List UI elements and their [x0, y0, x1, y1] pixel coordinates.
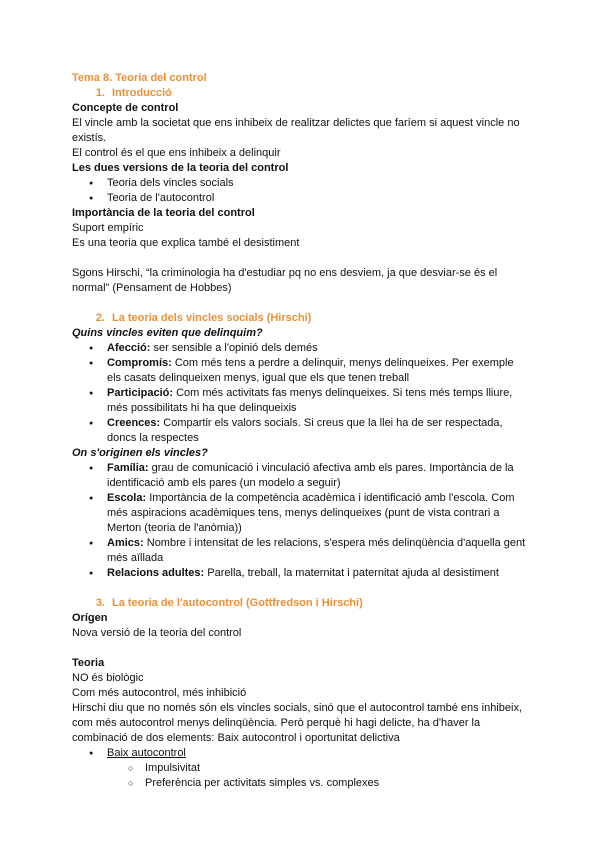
definition: Parella, treball, la maternitat i paternitat ajuda al desistiment [207, 567, 499, 579]
list-item [87, 461, 528, 491]
list-item [87, 341, 528, 356]
baix-sublist [72, 761, 528, 791]
list-item: ● Teoria de l'autocontrol [87, 191, 528, 206]
importancia-paragraph-2: Es una teoria que explica també el desistiment [72, 237, 300, 249]
section-heading-intro [72, 86, 528, 101]
term: Participació: [107, 387, 174, 399]
definition: Com més tens a perdre a delinquir, menys delinqueixes. Per exemple els casats delinqueixen menys, igual que els que tenen treball [107, 357, 514, 384]
origen-heading: Orígen [72, 612, 108, 624]
concepte-heading: Concepte de control [72, 102, 179, 114]
sub-list-item: ○ Impulsivitat [128, 761, 528, 776]
section-number: 2. [95, 312, 105, 324]
section-number: 1. [95, 87, 105, 99]
sub-list-item: ○ Preferència per activitats simples vs. complexes [128, 776, 528, 791]
concepte-paragraph-2: El control és el que ens inhibeix a delinquir [72, 147, 281, 159]
list-item [87, 386, 528, 416]
teoria-paragraph-1: NO és biològic [72, 672, 144, 684]
definition: Importància de la competència acadèmica i identificació amb l'escola. Com més aspiracions acadèmiques tens, menys delinqueixes (punt de vista contrari a Merton (teoria de l'anòmia)) [107, 492, 515, 534]
teoria-paragraph-2: Com més autocontrol, més inhibició [72, 687, 247, 699]
section-title: La teoria de l'autocontrol (Gottfredson i Hirschi) [112, 597, 363, 609]
origen-paragraph: Nova versió de la teoria del control [72, 627, 242, 639]
term: Escola: [107, 492, 147, 504]
vincles-list [72, 341, 528, 446]
term: Relacions adultes: [107, 567, 205, 579]
document-title: Tema 8. Teoria del control [72, 72, 207, 84]
list-item [87, 491, 528, 536]
teoria-heading: Teoria [72, 657, 105, 669]
list-item [87, 536, 528, 566]
definition: ser sensible a l'opinió dels demés [153, 342, 318, 354]
term: Amics: [107, 537, 144, 549]
list-item [87, 746, 528, 761]
term: Família: [107, 462, 149, 474]
list-item: ● Teoria dels vincles socials [87, 176, 528, 191]
baix-list [72, 746, 528, 761]
section-heading-vincles [72, 311, 528, 326]
teoria-paragraph-3: Hirschi diu que no només són els vincles socials, sinó que el autocontrol també ens inhibeix, com més autocontrol menys delinqüència. Però perquè hi hagi delicte, ha d'haver la combinació de dos elements: Baix autocontrol i oportunitat delictiva [72, 702, 523, 744]
versions-heading: Les dues versions de la teoria del control [72, 162, 289, 174]
list-item [87, 356, 528, 386]
question-vincles: Quins vincles eviten que delinquim? [72, 327, 263, 339]
term: Compromís: [107, 357, 172, 369]
definition: Nombre i intensitat de les relacions, s'espera més delinqüència d'aquella gent més aïllada [107, 537, 526, 564]
section-number: 3. [95, 597, 105, 609]
versions-list [72, 176, 528, 206]
list-item [87, 416, 528, 446]
definition: grau de comunicació i vinculació afectiva amb els pares. Importància de la identificació amb els pares (un modelo a seguir) [107, 462, 514, 489]
term: Afecció: [107, 342, 151, 354]
origens-list [72, 461, 528, 581]
importancia-paragraph-1: Suport empíric [72, 222, 144, 234]
section-title: La teoria dels vincles socials (Hirschi) [112, 312, 312, 324]
concepte-paragraph-1: El vincle amb la societat que ens inhibeix de realitzar delictes que faríem si aquest vincle no existís. [72, 117, 520, 144]
section-title: Introducció [112, 87, 172, 99]
document-page [72, 71, 528, 791]
section-heading-autocontrol [72, 596, 528, 611]
term: Creences: [107, 417, 161, 429]
hirschi-quote: Sgons Hirschi, “la criminologia ha d'estudiar pq no ens desviem, ja que desviar-se és el normal” (Pensament de Hobbes) [72, 267, 498, 294]
list-item [87, 566, 528, 581]
question-origens: On s'originen els vincles? [72, 447, 208, 459]
definition: Compartir els valors socials. Si creus que la llei ha de ser respectada, doncs la respectes [107, 417, 503, 444]
baix-autocontrol-label: Baix autocontrol [107, 747, 186, 759]
definition: Com més activitats fas menys delinqueixes. Si tens més temps lliure, més possibilitats hi ha que delinqueixis [107, 387, 513, 414]
importancia-heading: Importància de la teoria del control [72, 207, 255, 219]
